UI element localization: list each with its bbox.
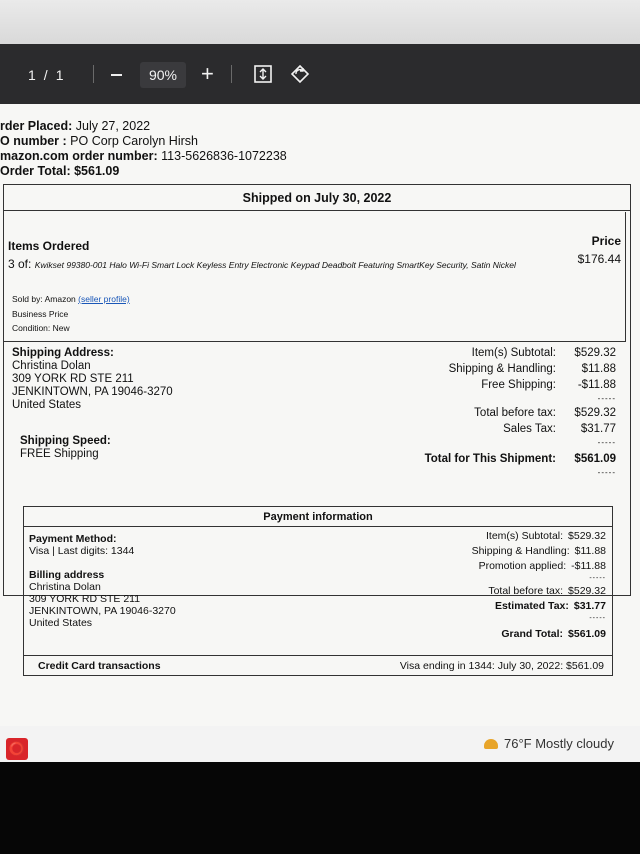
business-price: Business Price bbox=[12, 309, 69, 319]
fit-page-icon[interactable] bbox=[254, 65, 272, 86]
weather-text: 76°F Mostly cloudy bbox=[504, 736, 614, 751]
order-total-label: Order Total: bbox=[0, 164, 71, 178]
billing-line: United States bbox=[29, 617, 93, 629]
payment-header: Payment information bbox=[24, 507, 612, 527]
payment-method-label: Payment Method: bbox=[29, 533, 117, 545]
toolbar-divider bbox=[93, 65, 94, 83]
pdf-toolbar bbox=[0, 44, 640, 104]
credit-card-value: Visa ending in 1344: July 30, 2022: $561.09 bbox=[399, 660, 604, 672]
item-quantity: 3 of: bbox=[8, 257, 32, 271]
billing-line: JENKINTOWN, PA 19046-3270 bbox=[29, 605, 176, 617]
address-line: Christina Dolan bbox=[12, 360, 91, 372]
estimated-tax-label: Estimated Tax: bbox=[494, 600, 569, 612]
seller-profile-link[interactable]: (seller profile) bbox=[78, 294, 130, 304]
estimated-tax-value: $31.77 bbox=[573, 600, 606, 612]
billing-address-label: Billing address bbox=[29, 569, 105, 581]
address-line: JENKINTOWN, PA 19046-3270 bbox=[12, 386, 173, 398]
items-ordered-box bbox=[4, 212, 626, 342]
shipment-total-label: Total for This Shipment: bbox=[424, 453, 556, 465]
promotion-value: -$11.88 bbox=[571, 560, 606, 572]
order-summary bbox=[0, 119, 287, 179]
handling-value: $11.88 bbox=[581, 363, 616, 375]
shipment-header: Shipped on July 30, 2022 bbox=[4, 185, 630, 211]
pay-handling-label: Shipping & Handling: bbox=[471, 545, 570, 557]
condition: Condition: New bbox=[12, 323, 70, 333]
divider-dashes: ----- bbox=[597, 394, 616, 403]
sales-tax-value: $31.77 bbox=[580, 423, 616, 435]
divider-dashes: ----- bbox=[589, 615, 606, 622]
free-shipping-label: Free Shipping: bbox=[481, 379, 556, 391]
before-tax-label: Total before tax: bbox=[474, 407, 556, 419]
payment-method-value: Visa | Last digits: 1344 bbox=[29, 545, 135, 557]
subtotal-label: Item(s) Subtotal: bbox=[471, 347, 556, 359]
handling-label: Shipping & Handling: bbox=[448, 363, 556, 375]
pay-before-tax-label: Total before tax: bbox=[488, 585, 564, 597]
promotion-label: Promotion applied: bbox=[478, 560, 567, 572]
billing-line: 309 YORK RD STE 211 bbox=[29, 593, 141, 605]
po-number-value: PO Corp Carolyn Hirsh bbox=[70, 134, 198, 148]
rotate-icon[interactable] bbox=[289, 63, 311, 88]
grand-total-label: Grand Total: bbox=[501, 628, 564, 640]
sold-by-label: Sold by: Amazon bbox=[12, 294, 76, 304]
subtotal-value: $529.32 bbox=[574, 347, 616, 359]
zoom-level[interactable]: 90% bbox=[140, 62, 186, 88]
pdf-icon[interactable]: ⭕ bbox=[6, 738, 28, 760]
divider-dashes: ----- bbox=[597, 438, 616, 447]
taskbar bbox=[0, 726, 640, 762]
shipping-address bbox=[12, 347, 173, 412]
shipping-speed-label: Shipping Speed: bbox=[20, 435, 111, 447]
items-ordered-title: Items Ordered bbox=[8, 239, 90, 253]
page-total: 1 bbox=[55, 67, 64, 83]
pay-subtotal-value: $529.32 bbox=[568, 530, 606, 542]
plus-icon[interactable]: + bbox=[201, 61, 214, 86]
payment-box bbox=[23, 506, 613, 676]
shipping-speed bbox=[20, 435, 111, 461]
order-total-value: $561.09 bbox=[74, 164, 120, 178]
free-shipping-value: -$11.88 bbox=[577, 379, 616, 391]
sales-tax-label: Sales Tax: bbox=[503, 423, 556, 435]
shipment-totals bbox=[425, 345, 616, 479]
weather-icon bbox=[484, 739, 498, 749]
monitor-bezel-bottom bbox=[0, 762, 640, 854]
order-placed-label: rder Placed: bbox=[0, 119, 73, 133]
divider-dashes: ----- bbox=[589, 575, 606, 582]
po-number-label: O number : bbox=[0, 134, 67, 148]
toolbar-divider bbox=[231, 65, 232, 83]
item-description bbox=[8, 256, 568, 274]
pay-subtotal-label: Item(s) Subtotal: bbox=[486, 530, 564, 542]
amazon-order-label: mazon.com order number: bbox=[0, 149, 158, 163]
page-indicator bbox=[28, 67, 63, 83]
payment-method-block bbox=[29, 533, 176, 629]
pdf-page bbox=[0, 104, 640, 726]
amazon-order-value: 113-5626836-1072238 bbox=[161, 149, 287, 163]
shipping-speed-value: FREE Shipping bbox=[20, 448, 99, 460]
divider-dashes: ----- bbox=[597, 468, 616, 477]
order-placed-value: July 27, 2022 bbox=[75, 119, 151, 133]
before-tax-value: $529.32 bbox=[574, 407, 616, 419]
address-line: United States bbox=[12, 399, 82, 411]
payment-totals bbox=[472, 529, 606, 642]
page-separator: / bbox=[43, 67, 48, 83]
page-current[interactable]: 1 bbox=[28, 67, 36, 83]
price-header: Price bbox=[591, 234, 621, 248]
address-line: 309 YORK RD STE 211 bbox=[12, 373, 134, 385]
item-price: $176.44 bbox=[577, 252, 621, 266]
item-title: Kwikset 99380-001 Halo Wi-Fi Smart Lock Keyless Entry Electronic Keypad Deadbolt Featuring SmartKey Security, Satin Nickel bbox=[34, 260, 516, 270]
minus-icon[interactable] bbox=[111, 74, 122, 76]
pay-handling-value: $11.88 bbox=[574, 545, 606, 557]
shipment-total-value: $561.09 bbox=[574, 453, 616, 465]
shipping-address-label: Shipping Address: bbox=[12, 347, 114, 359]
monitor-bezel-top bbox=[0, 0, 640, 44]
pay-before-tax-value: $529.32 bbox=[568, 585, 606, 597]
sold-by bbox=[12, 294, 130, 304]
grand-total-value: $561.09 bbox=[568, 628, 606, 640]
credit-card-row bbox=[24, 655, 612, 675]
credit-card-label: Credit Card transactions bbox=[38, 660, 161, 672]
billing-line: Christina Dolan bbox=[29, 581, 101, 593]
weather-widget[interactable] bbox=[484, 736, 614, 751]
